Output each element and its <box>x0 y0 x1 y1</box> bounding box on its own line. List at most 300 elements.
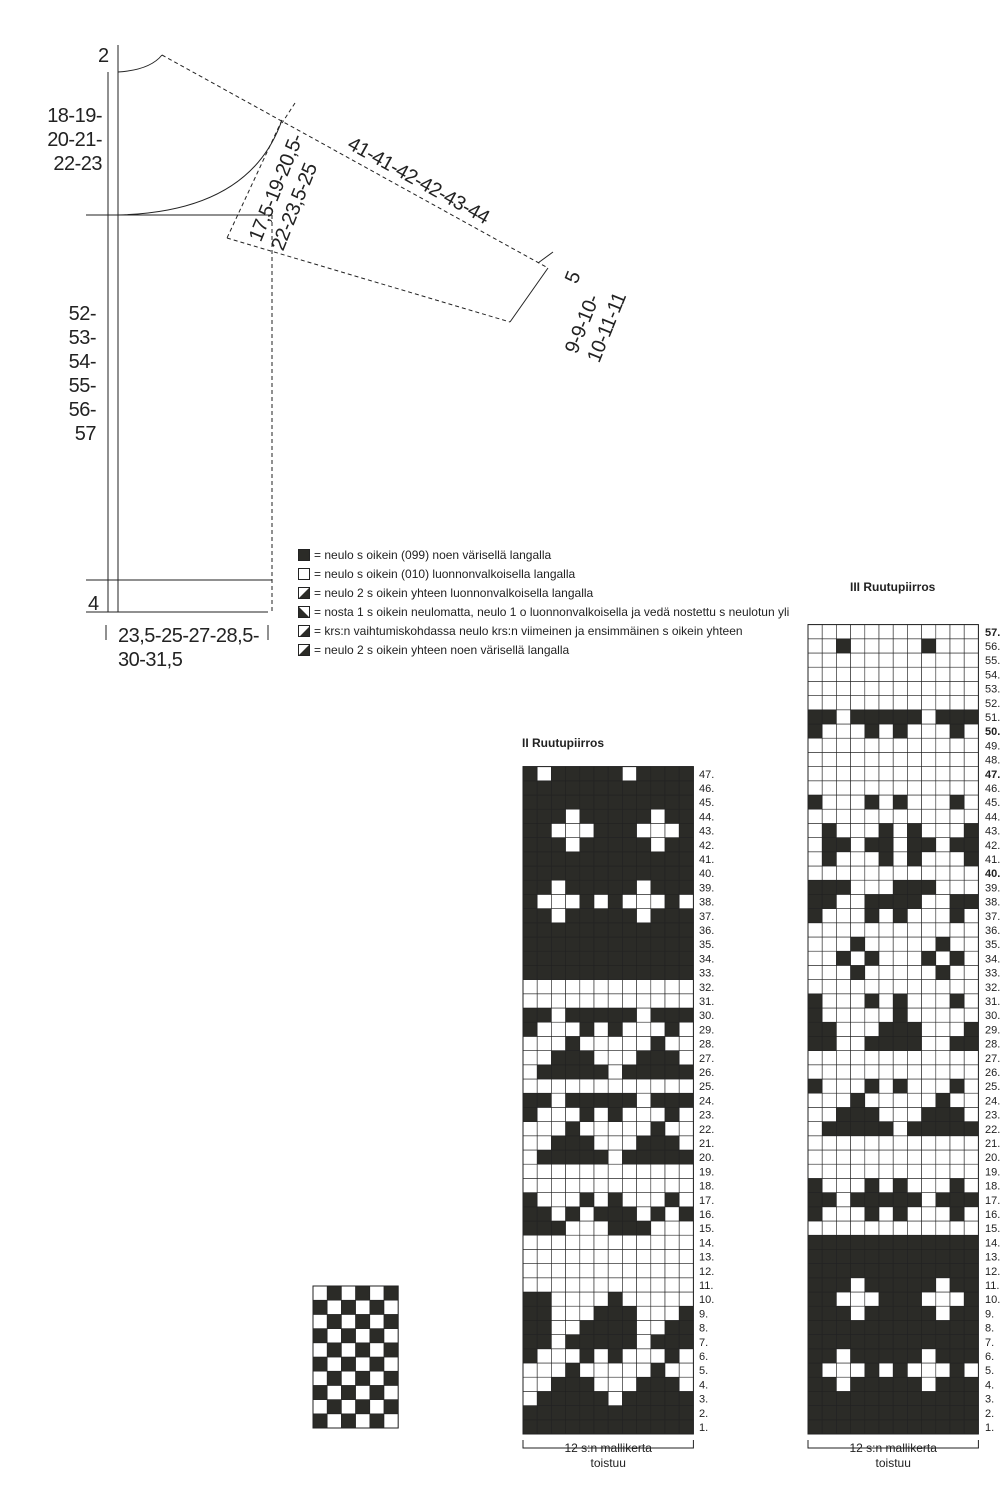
stitch-cell <box>808 937 822 951</box>
stitch-cell <box>893 1278 907 1292</box>
stitch-cell <box>622 1221 636 1235</box>
neck-height-label: 2 <box>98 45 109 67</box>
row-label: 26. <box>985 1067 1000 1079</box>
stitch-cell <box>341 1357 355 1371</box>
stitch-cell <box>851 809 865 823</box>
stitch-cell <box>523 823 537 837</box>
stitch-cell <box>964 1306 978 1320</box>
stitch-cell <box>922 937 936 951</box>
stitch-cell <box>637 1235 651 1249</box>
stitch-cell <box>851 937 865 951</box>
row-label: 22. <box>699 1123 715 1136</box>
stitch-cell <box>665 838 679 852</box>
stitch-cell <box>608 866 622 880</box>
stitch-cell <box>665 951 679 965</box>
stitch-cell <box>922 738 936 752</box>
stitch-cell <box>665 1363 679 1377</box>
stitch-cell <box>551 909 565 923</box>
stitch-cell <box>327 1371 341 1385</box>
stitch-cell <box>822 1235 836 1249</box>
row-label: 29. <box>985 1024 1000 1037</box>
stitch-cell <box>523 1136 537 1150</box>
row-label: 48. <box>985 754 1000 767</box>
stitch-cell <box>313 1300 327 1314</box>
stitch-cell <box>936 866 950 880</box>
stitch-cell <box>523 1420 537 1434</box>
stitch-cell <box>622 866 636 880</box>
stitch-cell <box>566 1164 580 1178</box>
stitch-cell <box>950 1022 964 1036</box>
stitch-cell <box>594 838 608 852</box>
stitch-cell <box>551 1363 565 1377</box>
stitch-cell <box>964 838 978 852</box>
stitch-cell <box>665 795 679 809</box>
stitch-cell <box>637 1377 651 1391</box>
stitch-cell <box>822 880 836 894</box>
stitch-cell <box>865 625 879 639</box>
stitch-cell <box>622 1122 636 1136</box>
stitch-cell <box>922 752 936 766</box>
stitch-cell <box>879 1292 893 1306</box>
stitch-cell <box>566 894 580 908</box>
stitch-cell <box>822 710 836 724</box>
stitch-cell <box>580 1136 594 1150</box>
stitch-cell <box>665 1349 679 1363</box>
stitch-cell <box>879 980 893 994</box>
stitch-cell <box>907 1051 921 1065</box>
row-label: 50. <box>985 726 1000 739</box>
stitch-cell <box>950 937 964 951</box>
stitch-cell <box>907 1036 921 1050</box>
stitch-cell <box>922 866 936 880</box>
armhole-depth-label: 18-19- 20-21- 22-23 <box>47 105 102 175</box>
stitch-cell <box>537 1193 551 1207</box>
stitch-cell <box>651 1107 665 1121</box>
stitch-cell <box>950 1150 964 1164</box>
stitch-cell <box>822 838 836 852</box>
stitch-cell <box>907 696 921 710</box>
stitch-cell <box>936 1008 950 1022</box>
stitch-cell <box>523 1335 537 1349</box>
stitch-cell <box>851 795 865 809</box>
stitch-cell <box>327 1300 341 1314</box>
stitch-cell <box>851 1107 865 1121</box>
stitch-cell <box>313 1414 327 1428</box>
stitch-cell <box>936 1079 950 1093</box>
stitch-cell <box>651 1164 665 1178</box>
stitch-cell <box>608 1051 622 1065</box>
stitch-cell <box>608 1065 622 1079</box>
stitch-cell <box>822 625 836 639</box>
stitch-cell <box>665 1150 679 1164</box>
stitch-cell <box>907 1264 921 1278</box>
stitch-cell <box>879 1164 893 1178</box>
stitch-cell <box>651 923 665 937</box>
stitch-cell <box>922 724 936 738</box>
stitch-cell <box>964 1207 978 1221</box>
stitch-cell <box>907 923 921 937</box>
stitch-cell <box>936 767 950 781</box>
stitch-cell <box>950 710 964 724</box>
stitch-cell <box>851 1150 865 1164</box>
stitch-cell <box>836 1022 850 1036</box>
stitch-cell <box>537 1150 551 1164</box>
row-label: 18. <box>985 1180 1000 1193</box>
stitch-cell <box>922 639 936 653</box>
stitch-cell <box>537 1079 551 1093</box>
stitch-cell <box>964 1264 978 1278</box>
stitch-cell <box>836 880 850 894</box>
stitch-cell <box>637 838 651 852</box>
stitch-cell <box>679 1065 693 1079</box>
stitch-cell <box>950 852 964 866</box>
stitch-cell <box>341 1329 355 1343</box>
cuff-width-label: 9-9-10- 10-11-11 <box>560 289 631 366</box>
stitch-cell <box>879 1391 893 1405</box>
stitch-cell <box>851 838 865 852</box>
stitch-cell <box>551 965 565 979</box>
stitch-cell <box>822 1363 836 1377</box>
stitch-cell <box>808 710 822 724</box>
stitch-cell <box>950 752 964 766</box>
chart-ii-title: II Ruutupiirros <box>522 736 604 750</box>
stitch-cell <box>551 781 565 795</box>
stitch-cell <box>808 994 822 1008</box>
stitch-cell <box>808 809 822 823</box>
stitch-cell <box>851 965 865 979</box>
stitch-cell <box>865 1207 879 1221</box>
stitch-cell <box>922 795 936 809</box>
row-label: 49. <box>985 740 1000 753</box>
stitch-cell <box>523 923 537 937</box>
stitch-cell <box>808 1150 822 1164</box>
stitch-cell <box>922 1377 936 1391</box>
row-label: 7. <box>699 1336 709 1349</box>
stitch-cell <box>936 1306 950 1320</box>
stitch-cell <box>879 1036 893 1050</box>
stitch-cell <box>936 1051 950 1065</box>
stitch-cell <box>950 1264 964 1278</box>
stitch-cell <box>836 1150 850 1164</box>
stitch-cell <box>936 724 950 738</box>
stitch-cell <box>851 1178 865 1192</box>
stitch-cell <box>551 1391 565 1405</box>
stitch-cell <box>622 1150 636 1164</box>
stitch-cell <box>808 951 822 965</box>
stitch-cell <box>950 1349 964 1363</box>
stitch-cell <box>327 1357 341 1371</box>
stitch-cell <box>879 1377 893 1391</box>
stitch-cell <box>537 1335 551 1349</box>
stitch-cell <box>622 1065 636 1079</box>
stitch-cell <box>950 1122 964 1136</box>
stitch-cell <box>836 1036 850 1050</box>
stitch-cell <box>907 1363 921 1377</box>
stitch-cell <box>537 1036 551 1050</box>
stitch-cell <box>665 809 679 823</box>
stitch-cell <box>950 1093 964 1107</box>
stitch-cell <box>922 965 936 979</box>
stitch-cell <box>836 980 850 994</box>
stitch-cell <box>651 1065 665 1079</box>
stitch-cell <box>356 1300 370 1314</box>
row-label: 44. <box>699 811 715 824</box>
stitch-cell <box>879 653 893 667</box>
stitch-cell <box>964 1320 978 1334</box>
stitch-cell <box>950 1320 964 1334</box>
stitch-cell <box>936 1320 950 1334</box>
stitch-cell <box>893 752 907 766</box>
stitch-cell <box>964 823 978 837</box>
stitch-cell <box>907 852 921 866</box>
stitch-cell <box>523 781 537 795</box>
row-label: 39. <box>985 882 1000 895</box>
stitch-cell <box>580 965 594 979</box>
stitch-cell <box>936 1164 950 1178</box>
stitch-cell <box>665 1136 679 1150</box>
stitch-cell <box>964 937 978 951</box>
stitch-cell <box>808 653 822 667</box>
stitch-cell <box>893 1036 907 1050</box>
stitch-cell <box>893 1164 907 1178</box>
stitch-cell <box>836 1363 850 1377</box>
stitch-cell <box>964 752 978 766</box>
stitch-cell <box>922 1278 936 1292</box>
stitch-cell <box>950 994 964 1008</box>
row-label: 3. <box>985 1393 995 1406</box>
stitch-cell <box>551 866 565 880</box>
stitch-cell <box>608 1079 622 1093</box>
stitch-cell <box>936 1065 950 1079</box>
stitch-cell <box>808 980 822 994</box>
stitch-cell <box>936 823 950 837</box>
stitch-cell <box>808 1093 822 1107</box>
stitch-cell <box>893 852 907 866</box>
stitch-cell <box>608 1377 622 1391</box>
row-label: 18. <box>699 1180 715 1193</box>
stitch-cell <box>865 809 879 823</box>
stitch-cell <box>622 1264 636 1278</box>
row-label: 2. <box>699 1407 709 1420</box>
stitch-cell <box>665 937 679 951</box>
stitch-cell <box>922 1363 936 1377</box>
stitch-cell <box>808 1008 822 1022</box>
stitch-cell <box>808 767 822 781</box>
stitch-cell <box>551 937 565 951</box>
stitch-cell <box>836 1178 850 1192</box>
stitch-cell <box>851 1022 865 1036</box>
stitch-cell <box>865 823 879 837</box>
stitch-cell <box>907 880 921 894</box>
stitch-cell <box>836 1320 850 1334</box>
stitch-cell <box>808 1036 822 1050</box>
stitch-cell <box>594 1391 608 1405</box>
stitch-cell <box>808 1406 822 1420</box>
stitch-cell <box>313 1385 327 1399</box>
stitch-cell <box>608 1207 622 1221</box>
stitch-cell <box>580 1292 594 1306</box>
stitch-cell <box>851 1079 865 1093</box>
stitch-cell <box>936 1235 950 1249</box>
stitch-cell <box>622 1363 636 1377</box>
stitch-cell <box>950 838 964 852</box>
stitch-cell <box>594 1221 608 1235</box>
row-label: 20. <box>985 1152 1000 1165</box>
row-label: 26. <box>699 1067 715 1079</box>
stitch-cell <box>922 625 936 639</box>
stitch-cell <box>608 880 622 894</box>
stitch-cell <box>851 738 865 752</box>
stitch-cell <box>865 667 879 681</box>
stitch-cell <box>341 1314 355 1328</box>
stitch-cell <box>679 909 693 923</box>
stitch-cell <box>594 1193 608 1207</box>
stitch-cell <box>651 1150 665 1164</box>
stitch-cell <box>679 1051 693 1065</box>
stitch-cell <box>651 1193 665 1207</box>
half-width-label: 23,5-25-27-28,5- 30-31,5 <box>118 625 259 671</box>
stitch-cell <box>950 1420 964 1434</box>
stitch-cell <box>907 681 921 695</box>
stitch-cell <box>907 1164 921 1178</box>
stitch-cell <box>665 965 679 979</box>
stitch-cell <box>523 965 537 979</box>
stitch-cell <box>608 1278 622 1292</box>
stitch-cell <box>341 1385 355 1399</box>
stitch-cell <box>907 1278 921 1292</box>
stitch-cell <box>922 767 936 781</box>
stitch-cell <box>893 1292 907 1306</box>
stitch-cell <box>551 1292 565 1306</box>
stitch-cell <box>893 681 907 695</box>
stitch-cell <box>922 1264 936 1278</box>
stitch-cell <box>356 1286 370 1300</box>
stitch-cell <box>964 1051 978 1065</box>
stitch-cell <box>893 724 907 738</box>
stitch-cell <box>566 1122 580 1136</box>
stitch-cell <box>566 965 580 979</box>
stitch-cell <box>936 625 950 639</box>
row-label: 27. <box>699 1052 715 1065</box>
stitch-cell <box>594 1051 608 1065</box>
stitch-cell <box>370 1385 384 1399</box>
stitch-cell <box>327 1314 341 1328</box>
stitch-cell <box>370 1414 384 1428</box>
stitch-cell <box>637 1391 651 1405</box>
stitch-cell <box>879 909 893 923</box>
stitch-cell <box>580 1164 594 1178</box>
stitch-cell <box>851 1306 865 1320</box>
stitch-cell <box>922 1150 936 1164</box>
stitch-cell <box>851 1320 865 1334</box>
stitch-cell <box>594 923 608 937</box>
stitch-cell <box>665 1193 679 1207</box>
stitch-cell <box>865 937 879 951</box>
stitch-cell <box>580 1036 594 1050</box>
stitch-cell <box>879 1249 893 1263</box>
row-label: 14. <box>985 1237 1000 1250</box>
stitch-cell <box>808 1235 822 1249</box>
stitch-cell <box>808 639 822 653</box>
stitch-cell <box>808 696 822 710</box>
stitch-cell <box>580 1278 594 1292</box>
stitch-cell <box>665 1235 679 1249</box>
stitch-cell <box>964 951 978 965</box>
stitch-cell <box>879 852 893 866</box>
stitch-cell <box>851 823 865 837</box>
stitch-cell <box>964 1391 978 1405</box>
row-label: 53. <box>985 683 1000 696</box>
stitch-cell <box>950 653 964 667</box>
stitch-cell <box>851 951 865 965</box>
stitch-cell <box>950 965 964 979</box>
stitch-cell <box>523 1079 537 1093</box>
stitch-cell <box>950 1335 964 1349</box>
row-label: 47. <box>985 768 1000 781</box>
stitch-cell <box>580 866 594 880</box>
stitch-cell <box>907 710 921 724</box>
legend-text: = neulo s oikein (010) luonnonvalkoisella langalla <box>314 566 576 581</box>
stitch-cell <box>537 852 551 866</box>
stitch-cell <box>551 923 565 937</box>
stitch-cell <box>836 781 850 795</box>
stitch-cell <box>836 696 850 710</box>
stitch-cell <box>622 951 636 965</box>
stitch-cell <box>922 994 936 1008</box>
stitch-cell <box>665 1306 679 1320</box>
stitch-cell <box>851 1122 865 1136</box>
row-label: 38. <box>985 896 1000 909</box>
stitch-cell <box>637 1207 651 1221</box>
stitch-cell <box>566 795 580 809</box>
stitch-cell <box>566 1136 580 1150</box>
stitch-cell <box>865 1051 879 1065</box>
stitch-cell <box>936 1377 950 1391</box>
stitch-cell <box>893 894 907 908</box>
stitch-cell <box>893 909 907 923</box>
stitch-cell <box>936 795 950 809</box>
row-label: 47. <box>699 768 715 781</box>
stitch-cell <box>523 894 537 908</box>
row-label: 3. <box>699 1393 709 1406</box>
stitch-cell <box>679 1136 693 1150</box>
stitch-cell <box>936 752 950 766</box>
repeat-note: 12 s:n mallikerta <box>564 1441 652 1455</box>
stitch-cell <box>622 980 636 994</box>
stitch-cell <box>523 1065 537 1079</box>
stitch-cell <box>566 852 580 866</box>
stitch-cell <box>893 1022 907 1036</box>
stitch-cell <box>893 1420 907 1434</box>
stitch-cell <box>566 1377 580 1391</box>
stitch-cell <box>836 1349 850 1363</box>
stitch-cell <box>537 994 551 1008</box>
row-label: 43. <box>985 825 1000 838</box>
stitch-cell <box>551 795 565 809</box>
stitch-cell <box>566 1349 580 1363</box>
stitch-cell <box>836 653 850 667</box>
stitch-cell <box>822 1377 836 1391</box>
stitch-cell <box>622 1107 636 1121</box>
stitch-cell <box>594 1008 608 1022</box>
stitch-cell <box>551 880 565 894</box>
stitch-cell <box>523 866 537 880</box>
stitch-cell <box>865 639 879 653</box>
stitch-cell <box>879 1178 893 1192</box>
stitch-cell <box>879 681 893 695</box>
stitch-cell <box>893 937 907 951</box>
stitch-cell <box>551 1079 565 1093</box>
